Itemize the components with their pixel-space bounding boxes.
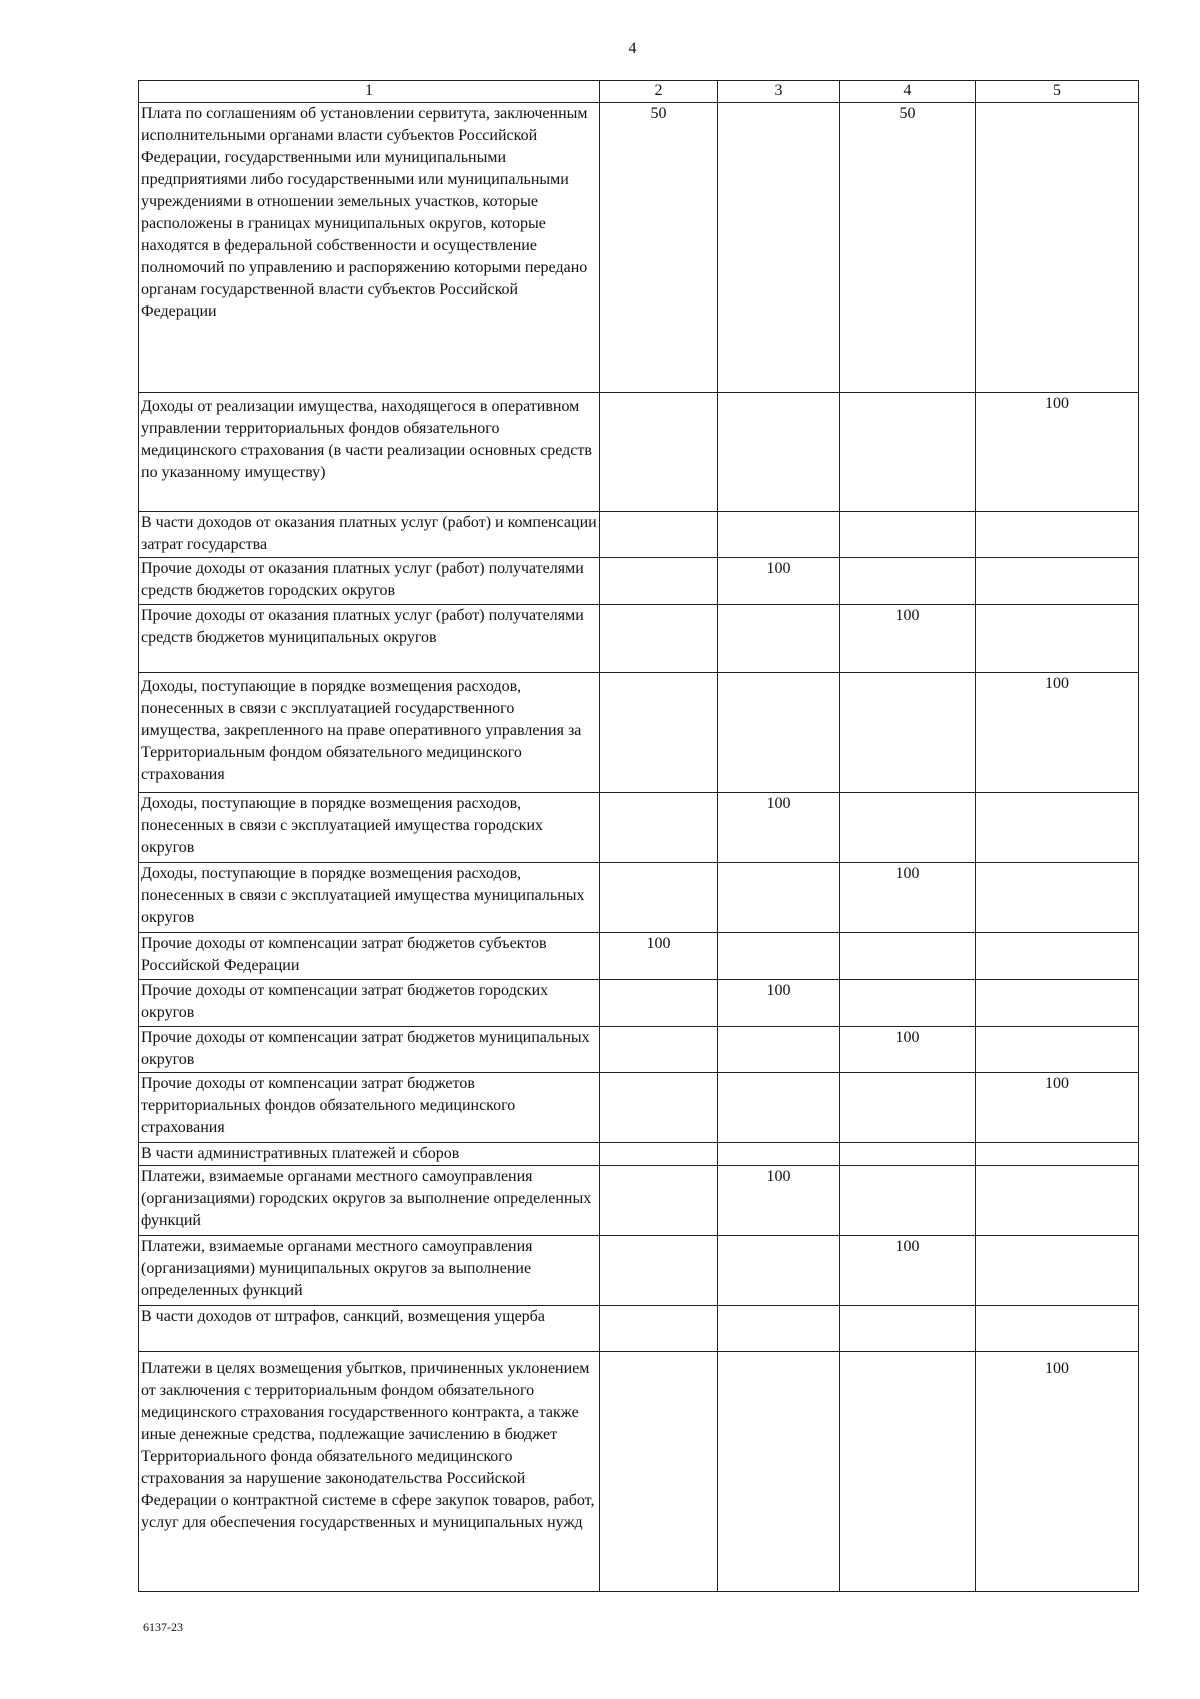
row-section-heading: В части доходов от штрафов, санкций, возмещения ущерба [139, 1306, 600, 1352]
table-row [139, 863, 1139, 933]
column-header-1: 1 [139, 81, 600, 103]
table-row [139, 1236, 1139, 1306]
cell-col-3 [718, 933, 840, 980]
row-description: Прочие доходы от оказания платных услуг (работ) получателями средств бюджетов городских округов [139, 558, 600, 605]
cell-col-4 [840, 393, 976, 512]
cell-col-2 [600, 1073, 718, 1143]
row-description: Прочие доходы от компенсации затрат бюджетов субъектов Российской Федерации [139, 933, 600, 980]
cell-col-5 [976, 1143, 1139, 1166]
cell-col-2 [600, 393, 718, 512]
cell-col-2 [600, 1027, 718, 1073]
table-row [139, 393, 1139, 512]
table-row [139, 103, 1139, 393]
cell-col-3 [718, 1236, 840, 1306]
cell-col-2 [600, 673, 718, 793]
cell-col-3 [718, 512, 840, 558]
cell-col-3 [718, 1027, 840, 1073]
cell-col-5: 100 [976, 393, 1139, 512]
cell-col-2 [600, 1143, 718, 1166]
row-description: Платежи, взимаемые органами местного самоуправления (организациями) муниципальных округов за выполнение определенных функций [139, 1236, 600, 1306]
cell-col-4 [840, 980, 976, 1027]
cell-col-2: 100 [600, 933, 718, 980]
cell-col-3 [718, 1143, 840, 1166]
cell-col-3 [718, 605, 840, 673]
cell-col-4: 50 [840, 103, 976, 393]
cell-col-2 [600, 558, 718, 605]
cell-col-5: 100 [976, 673, 1139, 793]
table-row [139, 1027, 1139, 1073]
cell-col-3: 100 [718, 793, 840, 863]
table-row [139, 793, 1139, 863]
row-description: Доходы, поступающие в порядке возмещения расходов, понесенных в связи с эксплуатацией государственного имущества, закрепленного на праве оперативного управления за Территориальным фондом обязательного медицинского страхования [139, 673, 600, 793]
cell-col-3: 100 [718, 558, 840, 605]
cell-col-5 [976, 1166, 1139, 1236]
cell-col-4 [840, 793, 976, 863]
row-description: Прочие доходы от оказания платных услуг (работ) получателями средств бюджетов муниципальных округов [139, 605, 600, 673]
cell-col-3 [718, 1306, 840, 1352]
cell-col-5 [976, 1306, 1139, 1352]
cell-col-5 [976, 1027, 1139, 1073]
table-row [139, 1143, 1139, 1166]
row-section-heading: В части административных платежей и сборов [139, 1143, 600, 1166]
cell-col-5 [976, 512, 1139, 558]
cell-col-2: 50 [600, 103, 718, 393]
row-description: Доходы, поступающие в порядке возмещения расходов, понесенных в связи с эксплуатацией имущества городских округов [139, 793, 600, 863]
cell-col-2 [600, 1236, 718, 1306]
cell-col-5: 100 [976, 1352, 1139, 1592]
cell-col-5 [976, 793, 1139, 863]
table-row [139, 1166, 1139, 1236]
cell-col-4 [840, 558, 976, 605]
cell-col-4: 100 [840, 863, 976, 933]
cell-col-2 [600, 863, 718, 933]
page-number: 4 [628, 40, 637, 57]
cell-col-4: 100 [840, 605, 976, 673]
cell-col-5 [976, 103, 1139, 393]
cell-col-5 [976, 1236, 1139, 1306]
cell-col-5: 100 [976, 1073, 1139, 1143]
cell-col-4 [840, 933, 976, 980]
cell-col-4: 100 [840, 1027, 976, 1073]
cell-col-4: 100 [840, 1236, 976, 1306]
cell-col-3: 100 [718, 1166, 840, 1236]
row-description: Прочие доходы от компенсации затрат бюджетов муниципальных округов [139, 1027, 600, 1073]
row-description: Доходы от реализации имущества, находящегося в оперативном управлении территориальных фондов обязательного медицинского страхования (в части реализации основных средств по указанному имуществу) [139, 393, 600, 512]
table-row [139, 980, 1139, 1027]
cell-col-2 [600, 1166, 718, 1236]
row-description: Доходы, поступающие в порядке возмещения расходов, понесенных в связи с эксплуатацией имущества муниципальных округов [139, 863, 600, 933]
cell-col-3 [718, 103, 840, 393]
cell-col-4 [840, 1352, 976, 1592]
table-row [139, 558, 1139, 605]
cell-col-3 [718, 1073, 840, 1143]
row-section-heading: В части доходов от оказания платных услуг (работ) и компенсации затрат государства [139, 512, 600, 558]
table-row [139, 933, 1139, 980]
cell-col-5 [976, 933, 1139, 980]
cell-col-4 [840, 1143, 976, 1166]
row-description: Платежи в целях возмещения убытков, причиненных уклонением от заключения с территориальным фондом обязательного медицинского страхования государственного контракта, а также иные денежные средства, подлежащие зачислению в бюджет Территориального фонда обязательного медицинского страхования за нарушение законодательства Российской Федерации о контрактной системе в сфере закупок товаров, работ, услуг для обеспечения государственных и муниципальных нужд [139, 1352, 600, 1592]
cell-col-3 [718, 673, 840, 793]
cell-col-3: 100 [718, 980, 840, 1027]
cell-col-2 [600, 1352, 718, 1592]
distribution-table [138, 80, 1139, 1592]
cell-col-4 [840, 1166, 976, 1236]
cell-col-4 [840, 512, 976, 558]
table-row [139, 1352, 1139, 1592]
cell-col-3 [718, 863, 840, 933]
cell-col-4 [840, 1073, 976, 1143]
document-code: 6137-23 [143, 1620, 183, 1634]
column-header-3: 3 [718, 81, 840, 103]
cell-col-3 [718, 393, 840, 512]
column-header-2: 2 [600, 81, 718, 103]
table-row [139, 512, 1139, 558]
table-row [139, 605, 1139, 673]
cell-col-5 [976, 863, 1139, 933]
cell-col-2 [600, 605, 718, 673]
cell-col-4 [840, 1306, 976, 1352]
row-description: Прочие доходы от компенсации затрат бюджетов городских округов [139, 980, 600, 1027]
row-description: Плата по соглашениям об установлении сервитута, заключенным исполнительными органами власти субъектов Российской Федерации, государственными или муниципальными предприятиями либо государственными или муниципальными учреждениями в отношении земельных участков, которые расположены в границах муниципальных округов, которые находятся в федеральной собственности и осуществление полномочий по управлению и распоряжению которыми передано органам государственной власти субъектов Российской Федерации [139, 103, 600, 393]
cell-col-2 [600, 980, 718, 1027]
table-row [139, 673, 1139, 793]
header-row [139, 81, 1139, 103]
cell-col-5 [976, 558, 1139, 605]
table-row [139, 1073, 1139, 1143]
row-description: Платежи, взимаемые органами местного самоуправления (организациями) городских округов за выполнение определенных функций [139, 1166, 600, 1236]
table-row [139, 1306, 1139, 1352]
column-header-4: 4 [840, 81, 976, 103]
cell-col-4 [840, 673, 976, 793]
cell-col-2 [600, 512, 718, 558]
cell-col-3 [718, 1352, 840, 1592]
column-header-5: 5 [976, 81, 1139, 103]
cell-col-5 [976, 605, 1139, 673]
cell-col-5 [976, 980, 1139, 1027]
cell-col-2 [600, 1306, 718, 1352]
row-description: Прочие доходы от компенсации затрат бюджетов территориальных фондов обязательного медицинского страхования [139, 1073, 600, 1143]
cell-col-2 [600, 793, 718, 863]
